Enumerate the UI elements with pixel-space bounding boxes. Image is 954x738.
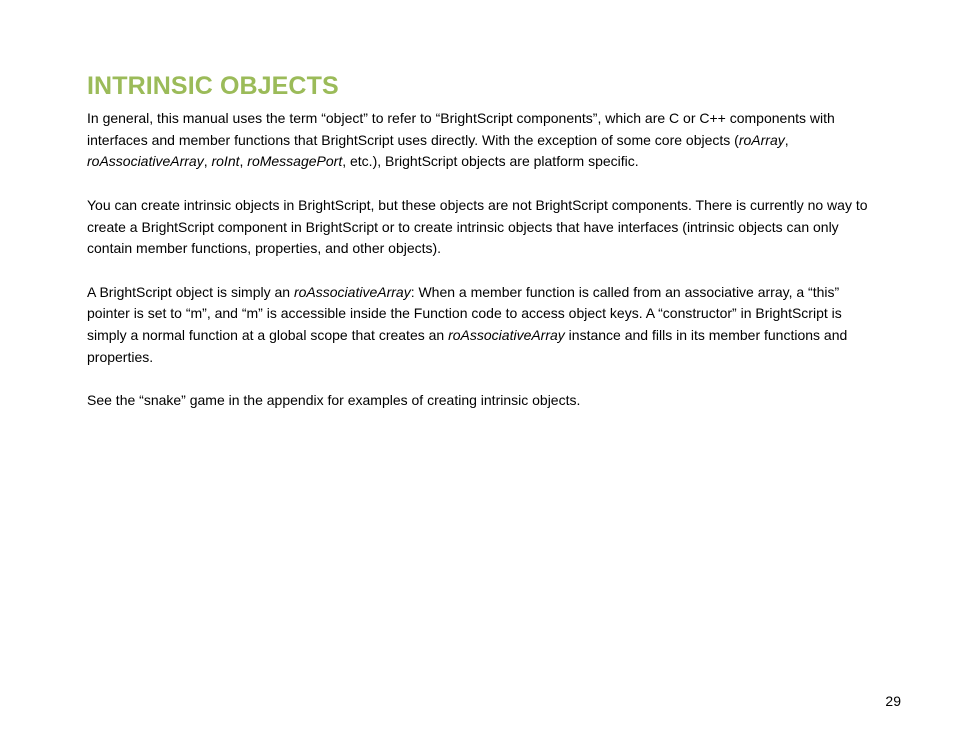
text-run: , <box>784 131 789 148</box>
paragraph <box>87 108 877 173</box>
text-run: , <box>239 153 248 170</box>
text-run: : When a member function is called from an associative array, a “this” pointer is set to “m”, and “m” is accessible inside the Function code to access object keys. A “constructor” in BrightScript is simply a normal function at a global scope that creates an <box>87 283 842 343</box>
paragraph <box>87 195 877 260</box>
italic-term: roInt <box>211 153 240 170</box>
paragraph <box>87 390 877 412</box>
text-run: See the “snake” game in the appendix for examples of creating intrinsic objects. <box>87 392 581 409</box>
text-run: In general, this manual uses the term “object” to refer to “BrightScript components”, which are C or C++ components with interfaces and member functions that BrightScript uses directly. With the exception of some core objects ( <box>87 110 835 148</box>
italic-term: roAssociativeArray <box>448 327 565 343</box>
text-run: instance and fills in its member functions and properties. <box>87 327 848 365</box>
page-number: 29 <box>885 693 901 709</box>
text-run: , etc.), BrightScript objects are platform specific. <box>342 153 639 170</box>
italic-term: roMessagePort <box>247 153 343 170</box>
page-title: INTRINSIC OBJECTS <box>87 72 339 100</box>
paragraph <box>87 282 877 369</box>
body-text <box>87 108 877 433</box>
italic-term: roArray <box>738 131 785 148</box>
italic-term: roAssociativeArray <box>293 283 411 300</box>
text-run: A BrightScript object is simply an <box>87 283 294 300</box>
italic-term: roAssociativeArray <box>87 153 204 170</box>
text-run: , <box>203 153 212 170</box>
text-run: You can create intrinsic objects in BrightScript, but these objects are not BrightScript components. There is currently no way to create a BrightScript component in BrightScript or to create intrinsic objects that have interfaces (intrinsic objects can only contain member functions, properties, and other objects). <box>87 196 868 257</box>
